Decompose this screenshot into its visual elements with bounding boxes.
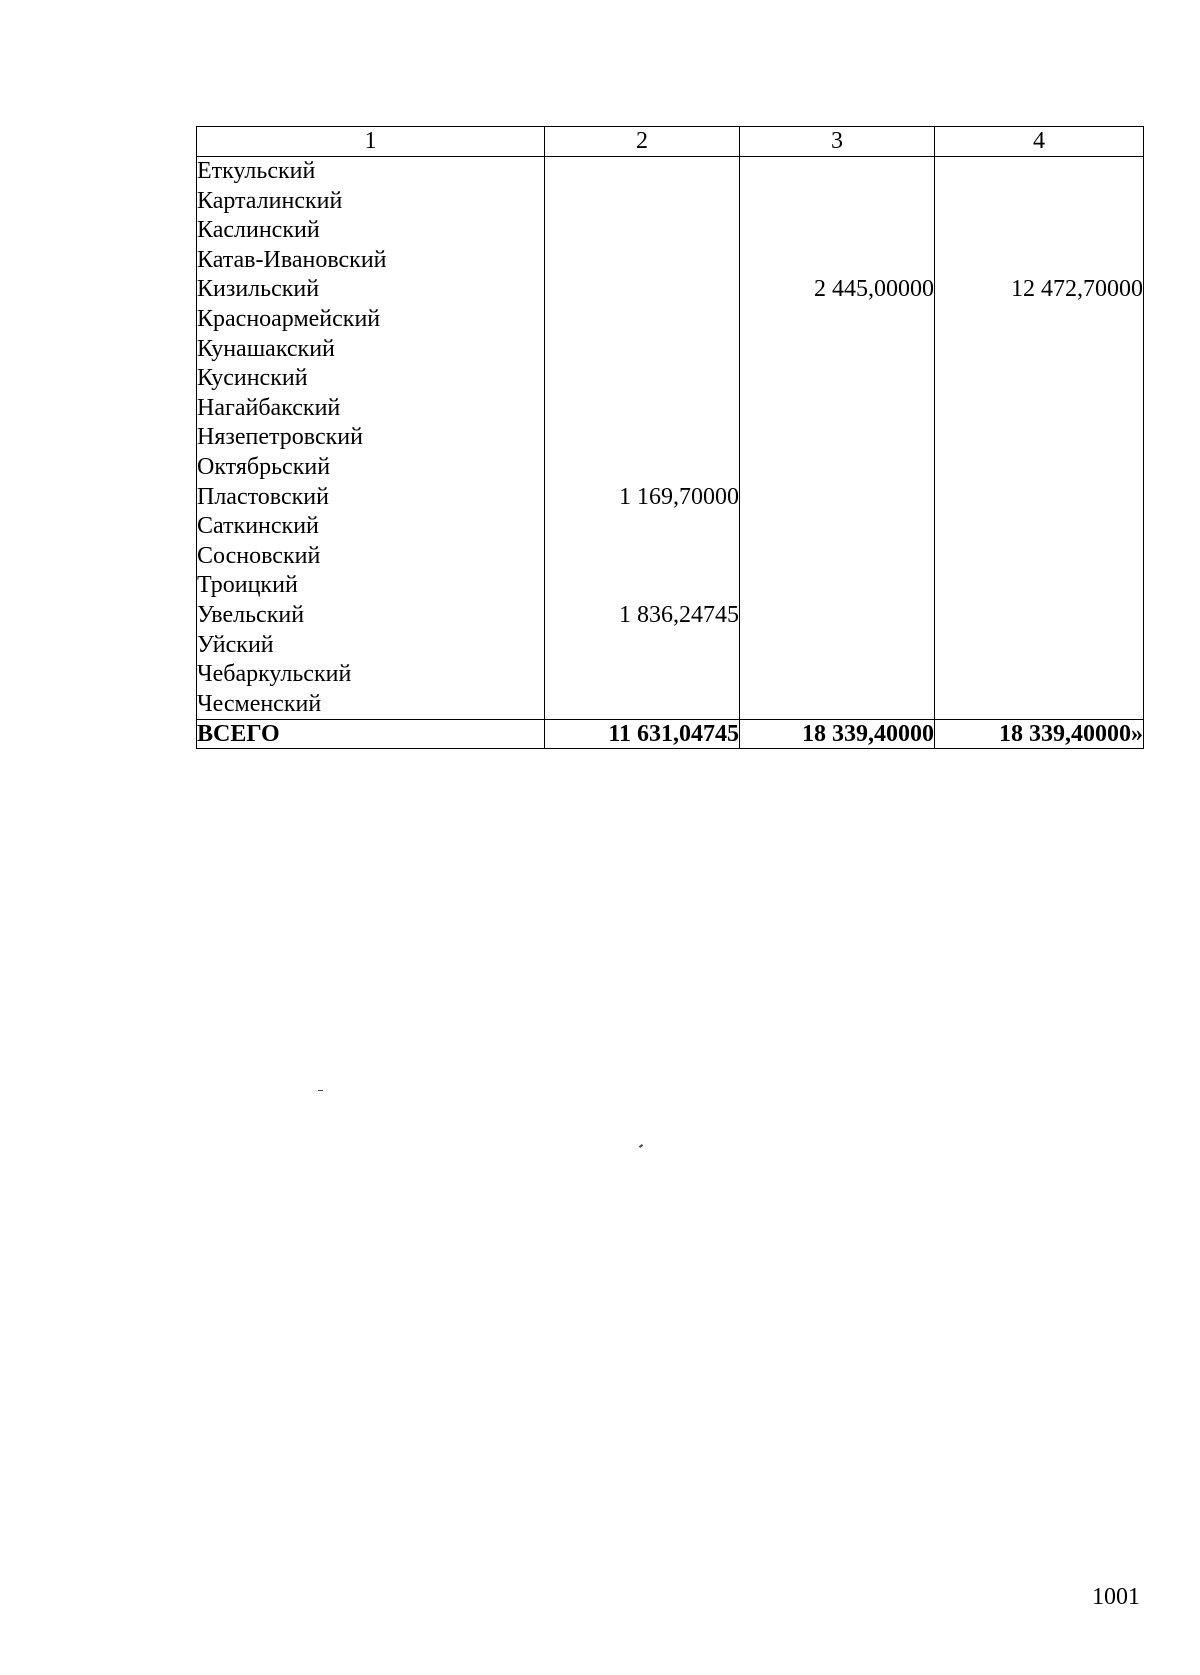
district-name-4: Кизильский bbox=[197, 276, 320, 303]
col3-3 bbox=[740, 246, 934, 276]
col2-11: 1 169,70000 bbox=[619, 483, 739, 510]
col4-17 bbox=[935, 660, 1143, 690]
district-name-0: Еткульский bbox=[197, 158, 316, 184]
col3-12 bbox=[740, 512, 934, 542]
col3-6 bbox=[740, 335, 934, 365]
col4-7 bbox=[935, 364, 1143, 394]
col4-8 bbox=[935, 394, 1143, 424]
col4-5 bbox=[935, 305, 1143, 335]
page-number: 1001 bbox=[1092, 1584, 1140, 1610]
district-name-7: Кусинский bbox=[197, 365, 308, 392]
col4-3 bbox=[935, 246, 1143, 276]
col3-0 bbox=[740, 157, 934, 187]
district-names-cell bbox=[197, 157, 545, 720]
header-col-4: 4 bbox=[935, 127, 1144, 157]
district-name-12: Саткинский bbox=[197, 513, 319, 540]
districts-body-row bbox=[197, 157, 1144, 720]
district-name-13: Сосновский bbox=[197, 542, 321, 569]
budget-table-wrapper bbox=[196, 126, 1143, 749]
scan-speck-2 bbox=[639, 1144, 643, 1148]
header-col-2: 2 bbox=[545, 127, 740, 157]
district-name-8: Нагайбакский bbox=[197, 394, 341, 421]
col3-16 bbox=[740, 631, 934, 661]
col3-2 bbox=[740, 216, 934, 246]
col2-5 bbox=[545, 305, 739, 335]
col2-7 bbox=[545, 364, 739, 394]
col4-0 bbox=[935, 157, 1143, 187]
total-col2: 11 631,04745 bbox=[545, 720, 740, 749]
col2-6 bbox=[545, 335, 739, 365]
col4-14 bbox=[935, 571, 1143, 601]
col3-14 bbox=[740, 571, 934, 601]
col3-11 bbox=[740, 483, 934, 513]
district-name-5: Красноармейский bbox=[197, 305, 381, 332]
col4-18 bbox=[935, 690, 1143, 720]
col4-11 bbox=[935, 483, 1143, 513]
col3-5 bbox=[740, 305, 934, 335]
col4-4: 12 472,70000 bbox=[1011, 276, 1143, 303]
col4-16 bbox=[935, 631, 1143, 661]
col2-1 bbox=[545, 187, 739, 217]
budget-distribution-table bbox=[196, 126, 1144, 749]
district-name-17: Чебаркульский bbox=[197, 661, 352, 688]
col2-9 bbox=[545, 423, 739, 453]
col4-6 bbox=[935, 335, 1143, 365]
col2-4 bbox=[545, 275, 739, 305]
district-name-3: Катав-Ивановский bbox=[197, 246, 387, 273]
col3-13 bbox=[740, 542, 934, 572]
col3-values-cell bbox=[740, 157, 935, 720]
district-name-11: Пластовский bbox=[197, 483, 329, 510]
col4-9 bbox=[935, 423, 1143, 453]
district-name-2: Каслинский bbox=[197, 217, 320, 244]
col2-13 bbox=[545, 542, 739, 572]
district-name-6: Кунашакский bbox=[197, 335, 335, 362]
header-row bbox=[197, 127, 1144, 157]
col2-15: 1 836,24745 bbox=[619, 601, 739, 628]
col3-8 bbox=[740, 394, 934, 424]
col2-16 bbox=[545, 631, 739, 661]
district-name-18: Чесменский bbox=[197, 690, 322, 717]
col3-7 bbox=[740, 364, 934, 394]
header-col-3: 3 bbox=[740, 127, 935, 157]
district-name-14: Троицкий bbox=[197, 572, 298, 599]
col4-10 bbox=[935, 453, 1143, 483]
col3-9 bbox=[740, 423, 934, 453]
total-row bbox=[197, 720, 1144, 749]
scan-speck-1 bbox=[318, 1090, 323, 1091]
col4-1 bbox=[935, 187, 1143, 217]
col4-2 bbox=[935, 216, 1143, 246]
col2-values-cell bbox=[545, 157, 740, 720]
total-label: ВСЕГО bbox=[197, 720, 545, 749]
col4-values-cell bbox=[935, 157, 1144, 720]
col3-18 bbox=[740, 690, 934, 720]
district-name-1: Карталинский bbox=[197, 187, 343, 214]
col2-8 bbox=[545, 394, 739, 424]
col2-0 bbox=[545, 157, 739, 187]
col2-17 bbox=[545, 660, 739, 690]
col4-13 bbox=[935, 542, 1143, 572]
col2-12 bbox=[545, 512, 739, 542]
district-name-16: Уйский bbox=[197, 631, 274, 658]
district-name-9: Нязепетровский bbox=[197, 424, 363, 451]
total-col3: 18 339,40000 bbox=[740, 720, 935, 749]
col3-10 bbox=[740, 453, 934, 483]
col2-10 bbox=[545, 453, 739, 483]
col3-17 bbox=[740, 660, 934, 690]
header-col-1: 1 bbox=[197, 127, 545, 157]
col2-14 bbox=[545, 571, 739, 601]
district-name-10: Октябрьский bbox=[197, 453, 331, 480]
col3-1 bbox=[740, 187, 934, 217]
district-name-15: Увельский bbox=[197, 601, 305, 628]
col4-12 bbox=[935, 512, 1143, 542]
col3-15 bbox=[740, 601, 934, 631]
col3-4: 2 445,00000 bbox=[814, 276, 934, 303]
col4-15 bbox=[935, 601, 1143, 631]
col2-3 bbox=[545, 246, 739, 276]
total-col4: 18 339,40000» bbox=[935, 720, 1144, 749]
col2-18 bbox=[545, 690, 739, 720]
col2-2 bbox=[545, 216, 739, 246]
